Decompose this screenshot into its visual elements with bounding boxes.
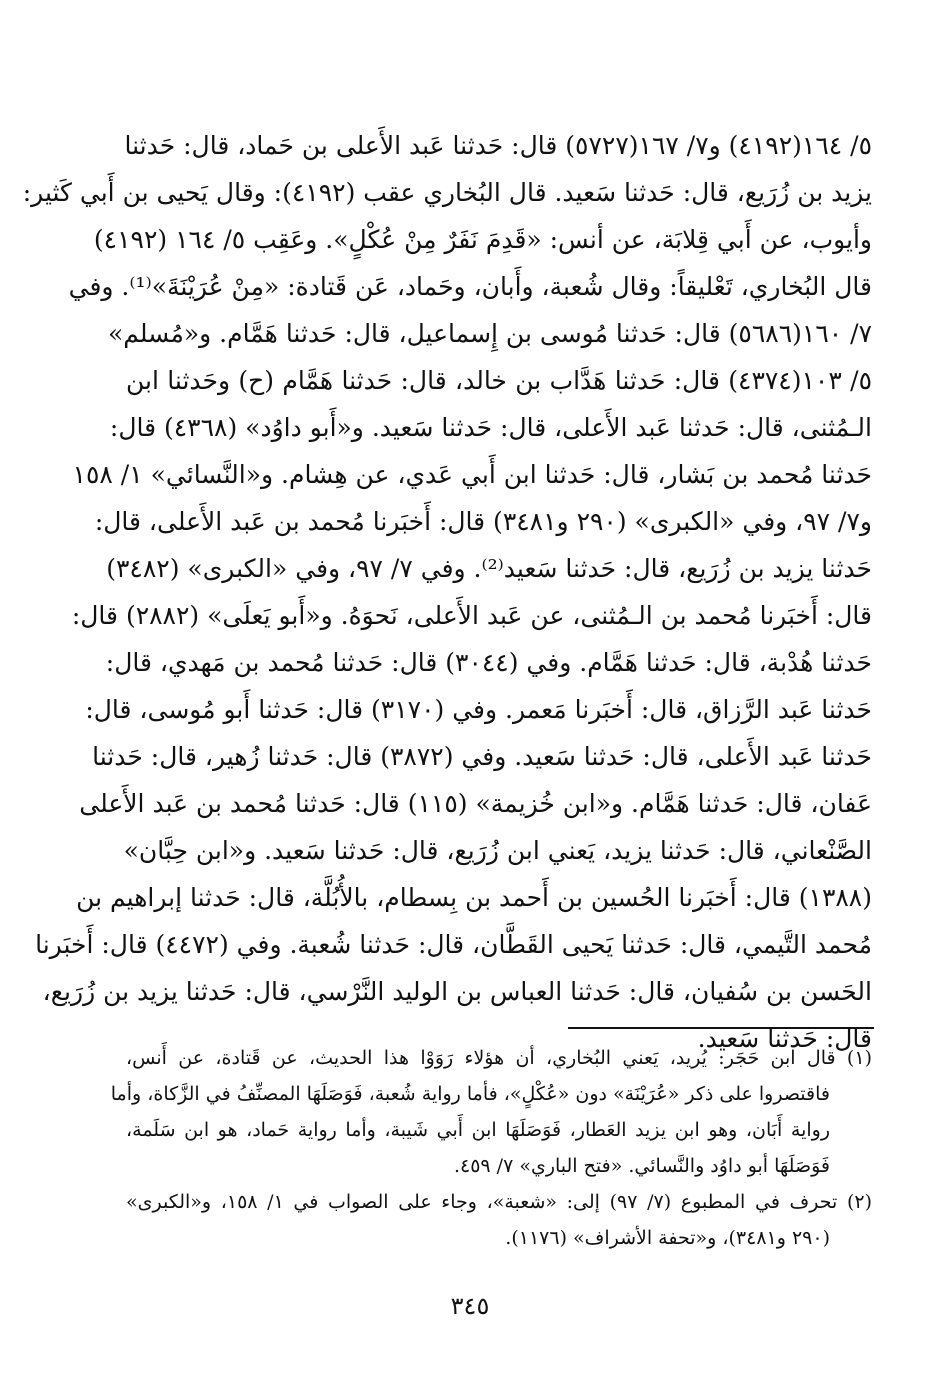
text-line: حَدثنا عَبد الأَعلى، قال: حَدثنا سَعيد. وفي (٣٨٧٢) قال: حَدثنا زُهير، قال: حَدثنا [92, 742, 872, 771]
text-line: حَدثنا مُحمد بن بَشار، قال: حَدثنا ابن أَبي عَدي، عن هِشام. و«النَّسائي» ١/ ١٥٨ [72, 460, 872, 489]
text-line: قال: أَخبَرنا مُحمد بن الـمُثنى، عن عَبد الأَعلى، نَحوَهُ. و«أَبو يَعلَى» (٢٨٨٢) قال: [71, 601, 872, 630]
footnote-line: فاقتصروا على ذكر «عُرَيْنَة» دون «عُكْلٍ»، فأما رواية شُعبة، فَوَصَلَهَا المصنِّفُ في الزَّكاة، وأما [110, 1083, 830, 1105]
text-line: الـمُثنى، قال: حَدثنا عَبد الأَعلى، قال: حَدثنا سَعيد. و«أَبو داوُد» (٤٣٦٨) قال: [109, 413, 872, 442]
text-line: حَدثنا عَبد الرَّزاق، قال: أَخبَرنا مَعمر. وفي (٣١٧٠) قال: حَدثنا أَبو مُوسى، قال: [85, 695, 872, 724]
text-line: حَدثنا هُدْبة، قال: حَدثنا هَمَّام. وفي (٣٠٤٤) قال: حَدثنا مُحمد بن مَهدي، قال: [105, 648, 872, 677]
footnote-line: (١) قال ابن حَجَر: يُريد، يَعني البُخاري، أن هؤلاء رَوَوْا هذا الحديث، عن قَتادة، عن أَنس، [126, 1047, 872, 1069]
footnote-separator [568, 1027, 874, 1029]
text-line: يزيد بن زُرَيع، قال: حَدثنا سَعيد. قال البُخاري عقب (٤١٩٢): وقال يَحيى بن أَبي كَثير: [22, 178, 872, 207]
text-line: وأيوب، عن أَبي قِلابَة، عن أنس: «قَدِمَ نَفَرٌ مِنْ عُكْلٍ». وعَقِب ٥/ ١٦٤ (٤١٩٢) [93, 225, 872, 254]
text-line: و٧/ ٩٧، وفي «الكبرى» (٢٩٠ و٣٤٨١) قال: أَخبَرنا مُحمد بن عَبد الأَعلى، قال: [94, 507, 872, 536]
text-line: (١٣٨٨) قال: أَخبَرنا الحُسين بن أَحمد بن بِسطام، بالأُبُلَّة، قال: حَدثنا إبراهيم بن [76, 883, 872, 912]
text-line: مُحمد التَّيمي، قال: حَدثنا يَحيى القَطَّان، قال: حَدثنا شُعبة. وفي (٤٤٧٢) قال: أَخبَرنا [35, 930, 872, 959]
footnote-line: رواية أَبَان، وهو ابن يزيد العَطار، فَوَصَلَهَا ابن أَبي شَيبة، وأما رواية حَماد، هو ابن سَلَمة، [126, 1119, 830, 1141]
text-line: عَفان، قال: حَدثنا هَمَّام. و«ابن خُزيمة» (١١٥) قال: حَدثنا مُحمد بن عَبد الأَعلى [79, 789, 872, 818]
page-number: ٣٤٥ [450, 1292, 490, 1320]
text-line: ٧/ ١٦٠(٥٦٨٦) قال: حَدثنا مُوسى بن إِسماعيل، قال: حَدثنا هَمَّام. و«مُسلم» [107, 319, 872, 348]
footnote-line: (٢) تحرف في المطبوع (٧/ ٩٧) إلى: «شعبة»، وجاء على الصواب في ١/ ١٥٨، و«الكبرى» [126, 1191, 872, 1213]
text-line: ٥/ ١٠٣(٤٣٧٤) قال: حَدثنا هَدَّاب بن خالد، قال: حَدثنا هَمَّام (ح) وحَدثنا ابن [126, 366, 873, 395]
text-line: قال البُخاري، تَعْليقاً: وقال شُعبة، وأَبان، وحَماد، عَن قَتادة: «مِنْ عُرَيْنَةَ»⁽¹⁾. وفي [68, 272, 872, 301]
footnote-line: (٢٩٠ و٣٤٨١)، و«تحفة الأشراف» (١١٧٦). [505, 1227, 830, 1249]
text-line: ٥/ ١٦٤(٤١٩٢) و٧/ ١٦٧(٥٧٢٧) قال: حَدثنا عَبد الأَعلى بن حَماد، قال: حَدثنا [124, 131, 872, 160]
text-line: الصَّنْعاني، قال: حَدثنا يزيد، يَعني ابن زُرَيع، قال: حَدثنا سَعيد. و«ابن حِبَّان» [123, 836, 872, 865]
footnotes-block [110, 1040, 872, 1256]
main-text-block [22, 122, 873, 1062]
text-line: الحَسن بن سُفيان، قال: حَدثنا العباس بن الوليد النَّرْسي، قال: حَدثنا يزيد بن زُرَيع، [42, 977, 872, 1006]
footnote-line: فَوَصَلَهَا أبو داوُد والنَّسائي. «فتح الباري» ٧/ ٤٥٩. [453, 1155, 830, 1177]
text-line: حَدثنا يزيد بن زُرَيع، قال: حَدثنا سَعيد⁽²⁾. وفي ٧/ ٩٧، وفي «الكبرى» (٣٤٨٢) [106, 554, 872, 583]
text-line: قال: حَدثنا سَعيد. [697, 1024, 872, 1053]
